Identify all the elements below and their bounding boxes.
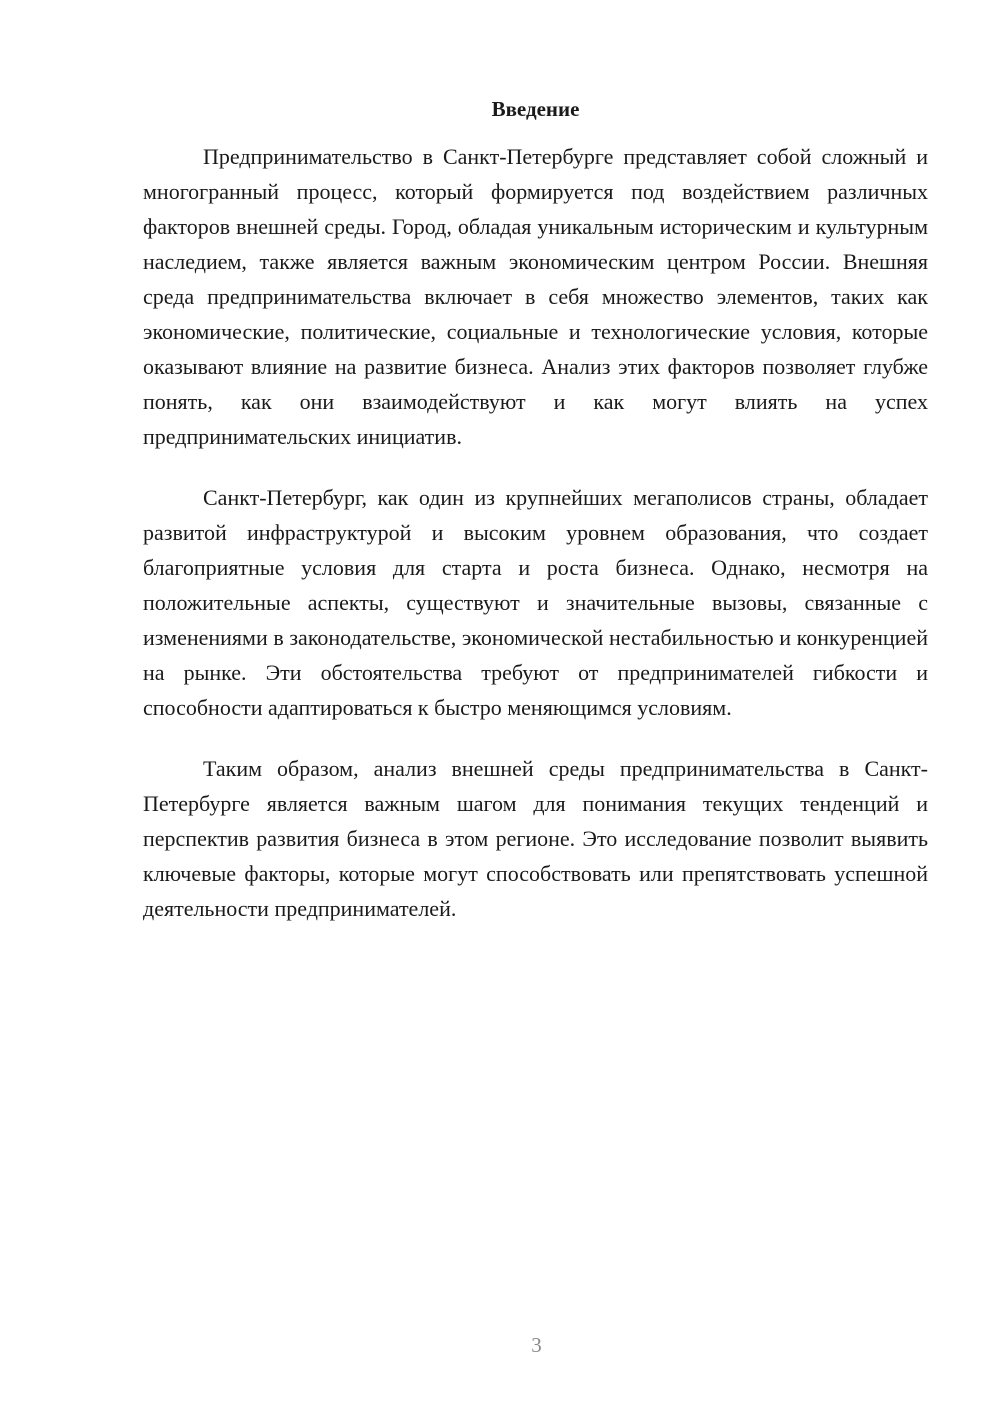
page-content	[143, 95, 928, 952]
paragraph-2: Санкт-Петербург, как один из крупнейших мегаполисов страны, обладает развитой инфраструктурой и высоким уровнем образования, что создает благоприятные условия для старта и роста бизнеса. Однако, несмотря на положительные аспекты, существуют и значительные вызовы, связанные с изменениями в законодательстве, экономической нестабильностью и конкуренцией на рынке. Эти обстоятельства требуют от предпринимателей гибкости и способности адаптироваться к быстро меняющимся условиям.	[143, 485, 928, 720]
section-title: Введение	[491, 97, 580, 121]
paragraph-1: Предпринимательство в Санкт-Петербурге представляет собой сложный и многогранный процесс, который формируется под воздействием различных факторов внешней среды. Город, обладая уникальным историческим и культурным наследием, также является важным экономическим центром России. Внешняя среда предпринимательства включает в себя множество элементов, таких как экономические, политические, социальные и технологические условия, которые оказывают влияние на развитие бизнеса. Анализ этих факторов позволяет глубже понять, как они взаимодействуют и как могут влиять на успех предпринимательских инициатив.	[143, 144, 928, 449]
paragraph-3: Таким образом, анализ внешней среды предпринимательства в Санкт-Петербурге является важным шагом для понимания текущих тенденций и перспектив развития бизнеса в этом регионе. Это исследование позволит выявить ключевые факторы, которые могут способствовать или препятствовать успешной деятельности предпринимателей.	[143, 756, 928, 921]
page-number: 3	[531, 1333, 542, 1357]
